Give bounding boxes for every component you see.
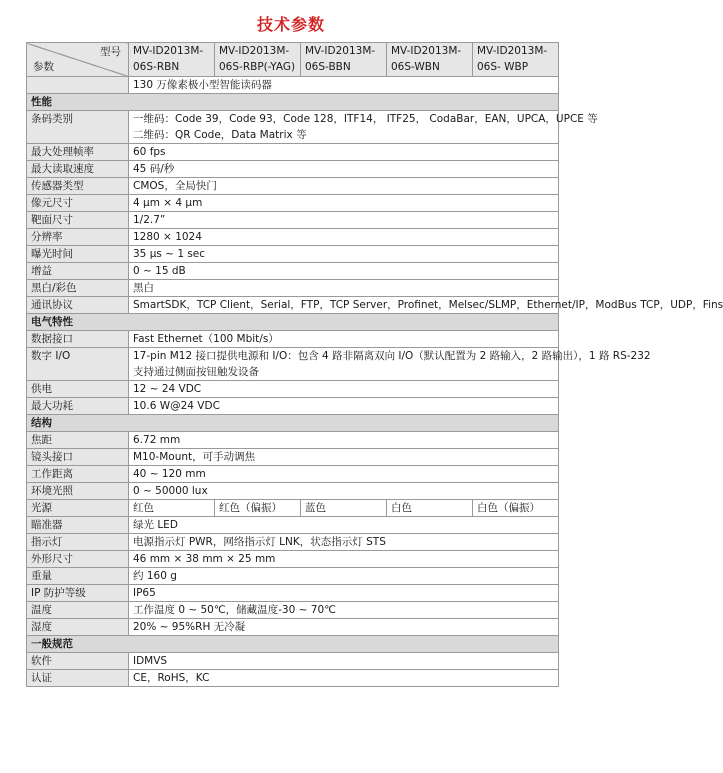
section-title: 电气特性 [27, 314, 559, 331]
row-value: 10.6 W@24 VDC [129, 398, 559, 415]
page-title: 技术参数 [256, 15, 325, 34]
row-value: 46 mm × 38 mm × 25 mm [129, 551, 559, 568]
model-label: 型号 [100, 46, 121, 58]
model-header-3: MV-ID2013M- 06S-BBN [301, 43, 387, 77]
table-row [27, 653, 559, 670]
table-row [27, 568, 559, 585]
row-label: 传感器类型 [27, 178, 129, 195]
row-value: 工作温度 0 ~ 50℃，储藏温度-30 ~ 70℃ [129, 602, 559, 619]
row-value: 12 ~ 24 VDC [129, 381, 559, 398]
row-value: IDMVS [129, 653, 559, 670]
table-row [27, 280, 559, 297]
row-value: 60 fps [129, 144, 559, 161]
description-row [27, 77, 559, 94]
row-label: 外形尺寸 [27, 551, 129, 568]
table-row [27, 212, 559, 229]
header-corner-cell [27, 43, 129, 77]
table-row [27, 483, 559, 500]
row-value: 0 ~ 15 dB [129, 263, 559, 280]
header-row [27, 43, 559, 77]
row-value: 黑白 [129, 280, 559, 297]
table-row [27, 466, 559, 483]
row-label: 温度 [27, 602, 129, 619]
light-source-cell: 红色 [129, 500, 215, 517]
description-label-cell [27, 77, 129, 94]
row-value: 0 ~ 50000 lux [129, 483, 559, 500]
row-value: CE，RoHS，KC [129, 670, 559, 687]
row-label: 软件 [27, 653, 129, 670]
table-row [27, 178, 559, 195]
table-row [27, 348, 559, 381]
row-label: 镜头接口 [27, 449, 129, 466]
model-header-2: MV-ID2013M- 06S-RBP(-YAG) [215, 43, 301, 77]
row-label: 黑白/彩色 [27, 280, 129, 297]
table-row [27, 517, 559, 534]
row-value: 绿光 LED [129, 517, 559, 534]
model-header-1: MV-ID2013M- 06S-RBN [129, 43, 215, 77]
row-label: 工作距离 [27, 466, 129, 483]
row-value: 约 160 g [129, 568, 559, 585]
row-label: 靶面尺寸 [27, 212, 129, 229]
code-types-value: 一维码：Code 39，Code 93，Code 128，ITF14， ITF25， CodaBar，EAN，UPCA，UPCE 等 二维码：QR Code，Data Matrix 等 [129, 111, 559, 144]
row-value: 4 μm × 4 μm [129, 195, 559, 212]
section-header-performance [27, 94, 559, 111]
table-row [27, 246, 559, 263]
row-value: 1/2.7” [129, 212, 559, 229]
light-source-cell: 红色（偏振） [215, 500, 301, 517]
row-label: 通讯协议 [27, 297, 129, 314]
table-row [27, 500, 559, 517]
row-value: 1280 × 1024 [129, 229, 559, 246]
table-row [27, 229, 559, 246]
table-row [27, 449, 559, 466]
row-label: 光源 [27, 500, 129, 517]
row-label: 增益 [27, 263, 129, 280]
row-value: CMOS，全局快门 [129, 178, 559, 195]
row-value: 45 码/秒 [129, 161, 559, 178]
row-label: 最大功耗 [27, 398, 129, 415]
param-label: 参数 [33, 61, 54, 73]
row-label: 认证 [27, 670, 129, 687]
row-label: 供电 [27, 381, 129, 398]
table-row [27, 381, 559, 398]
row-value: 6.72 mm [129, 432, 559, 449]
row-value: Fast Ethernet（100 Mbit/s） [129, 331, 559, 348]
table-row [27, 144, 559, 161]
row-label: 分辨率 [27, 229, 129, 246]
section-header-structure [27, 415, 559, 432]
row-label: 环境光照 [27, 483, 129, 500]
section-header-electrical [27, 314, 559, 331]
row-label: 湿度 [27, 619, 129, 636]
row-label: 数据接口 [27, 331, 129, 348]
light-source-cell: 白色（偏振） [473, 500, 559, 517]
model-header-4: MV-ID2013M- 06S-WBN [387, 43, 473, 77]
table-row [27, 432, 559, 449]
table-row [27, 161, 559, 178]
table-row [27, 585, 559, 602]
spec-table [26, 42, 723, 687]
row-label: 最大处理帧率 [27, 144, 129, 161]
section-header-general [27, 636, 559, 653]
table-row [27, 551, 559, 568]
table-row [27, 619, 559, 636]
section-title: 结构 [27, 415, 559, 432]
row-label: 数字 I/O [27, 348, 129, 381]
table-row [27, 534, 559, 551]
table-row [27, 670, 559, 687]
row-value: 20% ~ 95%RH 无冷凝 [129, 619, 559, 636]
section-title: 一般规范 [27, 636, 559, 653]
light-source-cell: 白色 [387, 500, 473, 517]
table-row [27, 111, 559, 144]
table-row [27, 602, 559, 619]
row-value: SmartSDK，TCP Client，Serial，FTP，TCP Server，Profinet，Melsec/SLMP，Ethernet/IP，ModBus TCP，UDP，Fins [129, 297, 559, 314]
row-label: 曝光时间 [27, 246, 129, 263]
row-label: IP 防护等级 [27, 585, 129, 602]
row-label: 像元尺寸 [27, 195, 129, 212]
row-label: 瞄准器 [27, 517, 129, 534]
table-row [27, 195, 559, 212]
row-label: 最大读取速度 [27, 161, 129, 178]
product-description: 130 万像素极小型智能读码器 [129, 77, 559, 94]
row-label: 焦距 [27, 432, 129, 449]
row-value: IP65 [129, 585, 559, 602]
table-row [27, 263, 559, 280]
row-value: M10-Mount，可手动调焦 [129, 449, 559, 466]
table-row [27, 297, 559, 314]
row-value: 电源指示灯 PWR，网络指示灯 LNK，状态指示灯 STS [129, 534, 559, 551]
model-header-5: MV-ID2013M- 06S- WBP [473, 43, 559, 77]
light-source-cell: 蓝色 [301, 500, 387, 517]
row-value: 40 ~ 120 mm [129, 466, 559, 483]
row-label: 指示灯 [27, 534, 129, 551]
table-row [27, 398, 559, 415]
row-value: 35 μs ~ 1 sec [129, 246, 559, 263]
row-label: 重量 [27, 568, 129, 585]
table-row [27, 331, 559, 348]
digital-io-value: 17-pin M12 接口提供电源和 I/O：包含 4 路非隔离双向 I/O（默认配置为 2 路输入，2 路输出），1 路 RS-232 支持通过侧面按钮触发设备 [129, 348, 559, 381]
row-label: 条码类别 [27, 111, 129, 144]
section-title: 性能 [27, 94, 559, 111]
